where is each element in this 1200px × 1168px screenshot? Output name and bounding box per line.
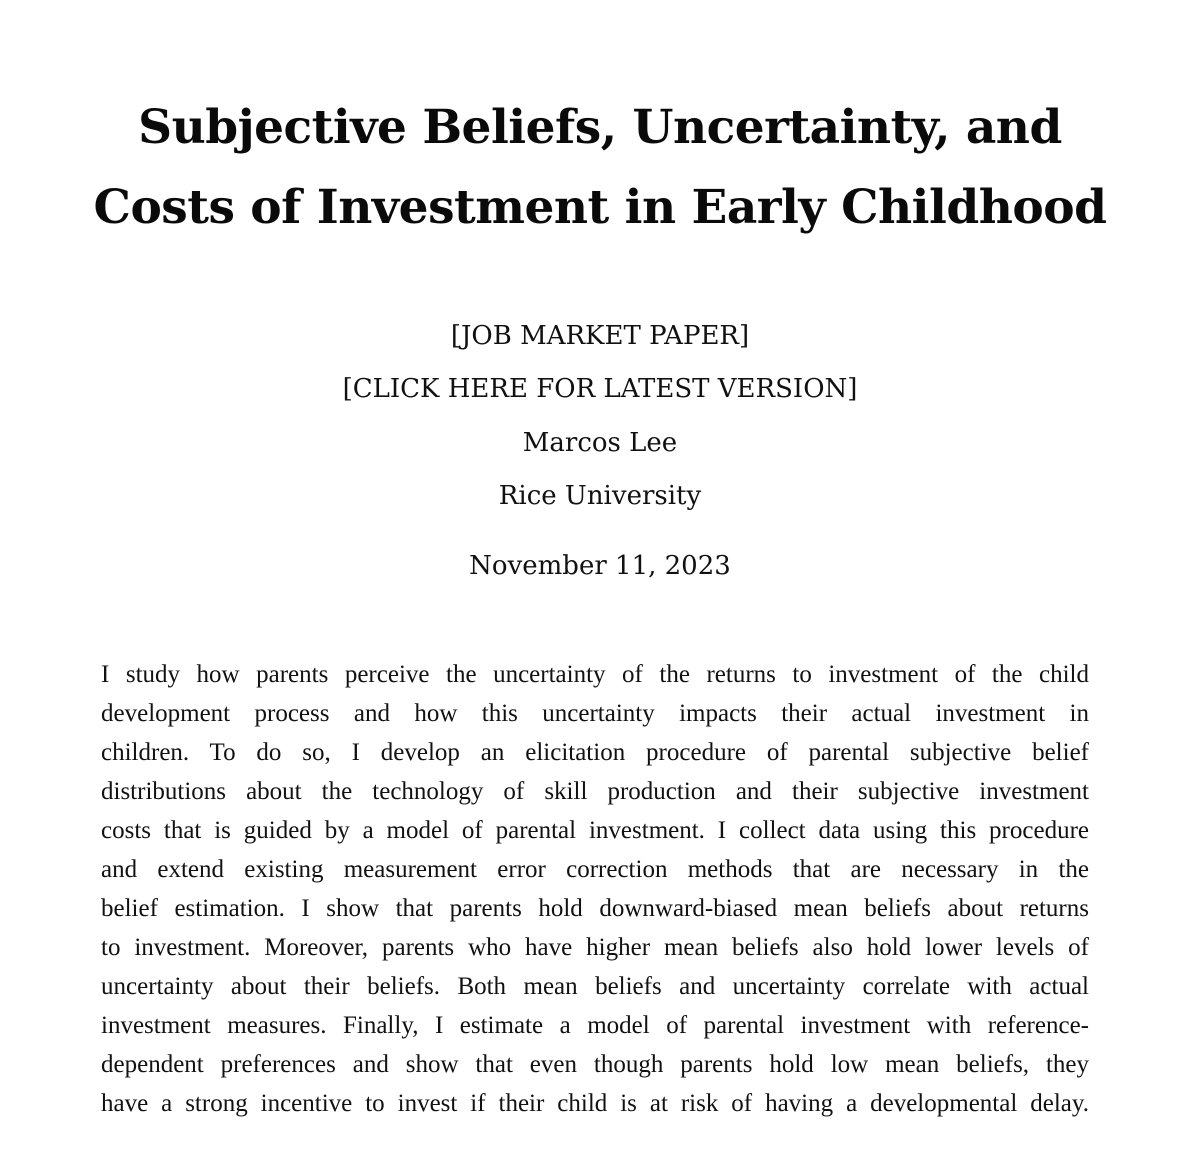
abstract-line: distributions about the technology of skill production and their subjective investment xyxy=(101,778,1089,805)
abstract-line: I study how parents perceive the uncertainty of the returns to investment of the child xyxy=(101,661,1089,688)
author-affiliation: Rice University xyxy=(498,481,702,511)
job-market-paper-label: [JOB MARKET PAPER] xyxy=(450,321,750,351)
abstract-line: to investment. Moreover, parents who have higher mean beliefs also hold lower levels of xyxy=(101,934,1089,961)
abstract-line: have a strong incentive to invest if their child is at risk of having a developmental delay. xyxy=(101,1090,1089,1117)
abstract-line: and extend existing measurement error correction methods that are necessary in the xyxy=(101,856,1089,883)
abstract-line: investment measures. Finally, I estimate a model of parental investment with reference- xyxy=(101,1012,1089,1039)
abstract xyxy=(101,655,1089,1123)
paper-title-line-2: Costs of Investment in Early Childhood xyxy=(93,180,1107,235)
abstract-line: dependent preferences and show that even though parents hold low mean beliefs, they xyxy=(101,1051,1089,1078)
abstract-line: children. To do so, I develop an elicitation procedure of parental subjective belief xyxy=(101,739,1089,766)
paper-title-line-1: Subjective Beliefs, Uncertainty, and xyxy=(138,100,1062,155)
latest-version-link[interactable]: [CLICK HERE FOR LATEST VERSION] xyxy=(342,374,858,404)
author-name: Marcos Lee xyxy=(522,428,678,458)
abstract-line: belief estimation. I show that parents hold downward-biased mean beliefs about returns xyxy=(101,895,1089,922)
abstract-line: costs that is guided by a model of parental investment. I collect data using this procedure xyxy=(101,817,1089,844)
abstract-line: uncertainty about their beliefs. Both mean beliefs and uncertainty correlate with actual xyxy=(101,973,1089,1000)
abstract-line: development process and how this uncertainty impacts their actual investment in xyxy=(101,700,1089,727)
paper-date: November 11, 2023 xyxy=(469,551,731,581)
